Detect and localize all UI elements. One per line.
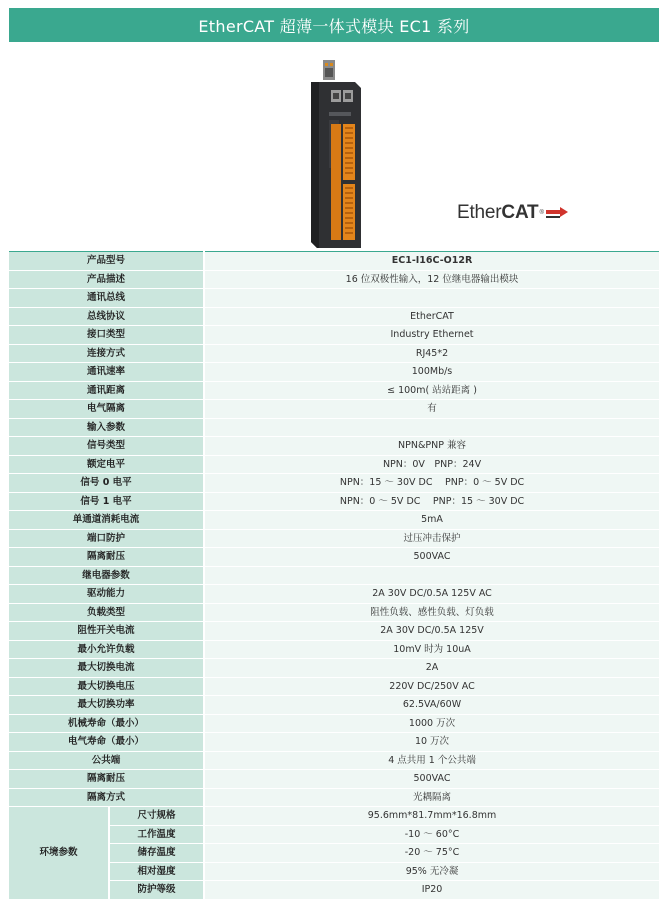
spec-row — [9, 455, 659, 474]
spec-value: 5mA — [204, 511, 659, 530]
spec-label: 隔离耐压 — [9, 770, 204, 789]
spec-value: 500VAC — [204, 548, 659, 567]
spec-label: 连接方式 — [9, 344, 204, 363]
spec-label: 接口类型 — [9, 326, 204, 345]
product-image-area — [9, 42, 659, 250]
spec-value: 95.6mm*81.7mm*16.8mm — [204, 807, 659, 826]
spec-value: NPN：0V PNP：24V — [204, 455, 659, 474]
spec-label: 最大切换功率 — [9, 696, 204, 715]
spec-value: ≤ 100m( 站站距离 ) — [204, 381, 659, 400]
spec-row — [9, 659, 659, 678]
spec-row — [9, 307, 659, 326]
section-header-row — [9, 418, 659, 437]
spec-label: 产品型号 — [9, 252, 204, 271]
spec-value: 阻性负载、感性负载、灯负载 — [204, 603, 659, 622]
spec-label: 驱动能力 — [9, 585, 204, 604]
spec-row — [9, 733, 659, 752]
spec-label: 公共端 — [9, 751, 204, 770]
spec-row — [9, 603, 659, 622]
spec-row — [9, 677, 659, 696]
spec-label: 信号 1 电平 — [9, 492, 204, 511]
spec-label: 尺寸规格 — [109, 807, 204, 826]
spec-label: 信号类型 — [9, 437, 204, 456]
page-title: EtherCAT 超薄一体式模块 EC1 系列 — [9, 8, 659, 42]
spec-label: 负载类型 — [9, 603, 204, 622]
spec-label: 防护等级 — [109, 881, 204, 900]
spec-value: 1000 万次 — [204, 714, 659, 733]
spec-value: 500VAC — [204, 770, 659, 789]
spec-row — [9, 696, 659, 715]
spec-row — [9, 381, 659, 400]
spec-label: 工作温度 — [109, 825, 204, 844]
section-header-row — [9, 566, 659, 585]
ethercat-arrow-icon — [546, 206, 568, 220]
spec-row — [9, 622, 659, 641]
spec-value: NPN：0 ～ 5V DC PNP：15 ～ 30V DC — [204, 492, 659, 511]
spec-value: EtherCAT — [204, 307, 659, 326]
spec-label: 机械寿命（最小） — [9, 714, 204, 733]
env-spec-row — [9, 807, 659, 826]
spec-value: EC1-I16C-O12R — [204, 252, 659, 271]
spec-label: 电气隔离 — [9, 400, 204, 419]
spec-row — [9, 252, 659, 271]
spec-value: 10 万次 — [204, 733, 659, 752]
spec-row — [9, 363, 659, 382]
spec-row — [9, 437, 659, 456]
spec-row — [9, 511, 659, 530]
section-fill — [204, 418, 659, 437]
spec-label: 端口防护 — [9, 529, 204, 548]
spec-value: 有 — [204, 400, 659, 419]
module-device-image — [305, 60, 365, 252]
spec-value: 2A 30V DC/0.5A 125V AC — [204, 585, 659, 604]
spec-value: 2A — [204, 659, 659, 678]
section-title: 通讯总线 — [9, 289, 204, 308]
spec-row — [9, 788, 659, 807]
spec-label: 相对湿度 — [109, 862, 204, 881]
section-header-row — [9, 289, 659, 308]
spec-row — [9, 326, 659, 345]
section-title: 输入参数 — [9, 418, 204, 437]
spec-value: 95% 无冷凝 — [204, 862, 659, 881]
spec-row — [9, 585, 659, 604]
spec-value: Industry Ethernet — [204, 326, 659, 345]
spec-value: NPN：15 ～ 30V DC PNP：0 ～ 5V DC — [204, 474, 659, 493]
section-fill — [204, 566, 659, 585]
spec-label: 电气寿命（最小） — [9, 733, 204, 752]
spec-value: 62.5VA/60W — [204, 696, 659, 715]
spec-row — [9, 640, 659, 659]
spec-row — [9, 400, 659, 419]
spec-label: 额定电平 — [9, 455, 204, 474]
spec-value: 220V DC/250V AC — [204, 677, 659, 696]
spec-value: 10mV 时为 10uA — [204, 640, 659, 659]
spec-row — [9, 529, 659, 548]
spec-row — [9, 474, 659, 493]
spec-value: 4 点共用 1 个公共端 — [204, 751, 659, 770]
spec-value: RJ45*2 — [204, 344, 659, 363]
spec-value: IP20 — [204, 881, 659, 900]
spec-row — [9, 714, 659, 733]
spec-value: 光耦隔离 — [204, 788, 659, 807]
spec-row — [9, 270, 659, 289]
spec-value: 16 位双极性输入，12 位继电器输出模块 — [204, 270, 659, 289]
ethercat-logo: Ether CAT ® — [457, 202, 568, 224]
section-fill — [204, 289, 659, 308]
spec-value: NPN&PNP 兼容 — [204, 437, 659, 456]
spec-table — [9, 251, 659, 900]
spec-label: 阻性开关电流 — [9, 622, 204, 641]
spec-row — [9, 770, 659, 789]
spec-label: 总线协议 — [9, 307, 204, 326]
spec-value: 过压冲击保护 — [204, 529, 659, 548]
spec-label: 单通道消耗电流 — [9, 511, 204, 530]
spec-label: 储存温度 — [109, 844, 204, 863]
spec-row — [9, 344, 659, 363]
spec-label: 通讯距离 — [9, 381, 204, 400]
spec-value: 2A 30V DC/0.5A 125V — [204, 622, 659, 641]
spec-row — [9, 548, 659, 567]
spec-label: 最大切换电压 — [9, 677, 204, 696]
spec-value: -10 ～ 60°C — [204, 825, 659, 844]
spec-row — [9, 492, 659, 511]
spec-label: 通讯速率 — [9, 363, 204, 382]
spec-row — [9, 751, 659, 770]
spec-label: 产品描述 — [9, 270, 204, 289]
spec-value: -20 ～ 75°C — [204, 844, 659, 863]
spec-label: 最大切换电流 — [9, 659, 204, 678]
section-title: 继电器参数 — [9, 566, 204, 585]
env-group-label: 环境参数 — [9, 807, 109, 900]
spec-label: 隔离耐压 — [9, 548, 204, 567]
spec-label: 隔离方式 — [9, 788, 204, 807]
spec-label: 信号 0 电平 — [9, 474, 204, 493]
spec-value: 100Mb/s — [204, 363, 659, 382]
spec-label: 最小允许负载 — [9, 640, 204, 659]
